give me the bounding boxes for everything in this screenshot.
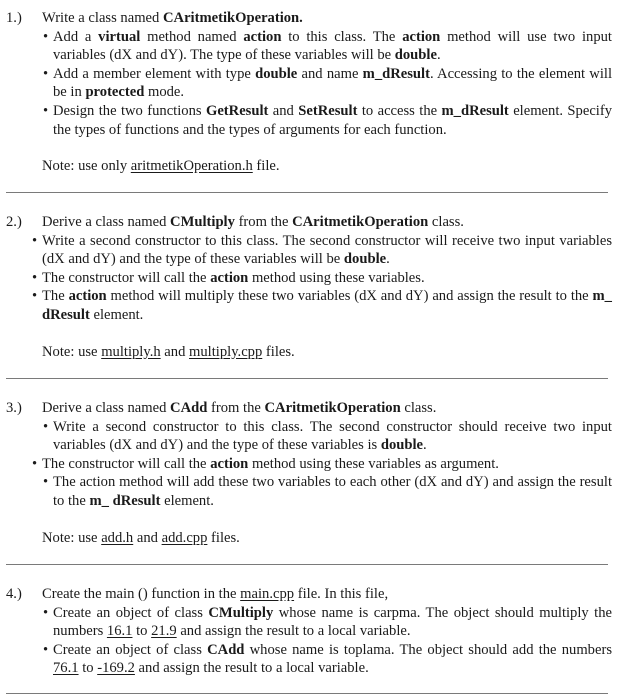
- file-link: main.cpp: [240, 586, 295, 602]
- bullet-item: • The constructor will call the action method using these variables.: [31, 269, 612, 288]
- file-link: add.h: [101, 529, 134, 546]
- bullet-item: • Add a virtual method named action to this class. The action method will use two input variables (dX and dY). The type of these variables will be double.: [42, 28, 612, 65]
- task-lead: Write a class named CAritmetikOperation.: [42, 10, 303, 26]
- section-divider: [6, 378, 608, 379]
- bullet-item: • Add a member element with type double and name m_dResult. Accessing to the element will be in protected mode.: [42, 65, 612, 102]
- task-body: [42, 399, 612, 547]
- number-value: 16.1: [106, 623, 133, 640]
- task-lead: Derive a class named CMultiply from the CAritmetikOperation class.: [42, 214, 464, 230]
- task-bullets: [42, 28, 612, 140]
- task-bullets: [42, 232, 612, 325]
- task-body: [42, 9, 612, 176]
- task-note: Note: use add.h and add.cpp files.: [42, 529, 240, 546]
- task-bullets: [42, 604, 612, 678]
- task-number: 3.): [6, 400, 22, 416]
- bullet-item: • The constructor will call the action method using these variables as argument.: [31, 455, 612, 474]
- task-bullets: [42, 418, 612, 511]
- task-number: 2.): [6, 214, 22, 230]
- task-note: Note: use multiply.h and multiply.cpp files.: [42, 343, 295, 360]
- section-divider: [6, 564, 608, 565]
- bullet-item: • Create an object of class CAdd whose name is toplama. The object should add the numbers 76.1 to -169.2 and assign the result to a local variable.: [42, 641, 612, 678]
- section-divider: [6, 192, 608, 193]
- bullet-item: • Write a second constructor to this class. The second constructor should receive two input variables (dX and dY) and the type of these variables is double.: [42, 418, 612, 455]
- section-divider: [6, 693, 608, 694]
- bullet-item: • The action method will add these two variables to each other (dX and dY) and assign the result to the m_ dResult element.: [42, 473, 612, 510]
- number-value: 76.1: [53, 660, 79, 677]
- number-value: 21.9: [151, 623, 177, 640]
- task-body: [42, 213, 612, 361]
- task-lead: Create the main () function in the main.cpp file. In this file,: [42, 586, 389, 602]
- number-value: -169.2: [97, 660, 135, 677]
- bullet-item: • The action method will multiply these two variables (dX and dY) and assign the result to the m_ dResult element.: [31, 287, 612, 324]
- task-number: 4.): [6, 586, 22, 602]
- bullet-item: • Create an object of class CMultiply whose name is carpma. The object should multiply the numbers 16.1 to 21.9 and assign the result to a local variable.: [42, 604, 612, 641]
- file-link: aritmetikOperation.h: [130, 158, 253, 175]
- file-link: multiply.h: [101, 343, 161, 360]
- bullet-item: • Write a second constructor to this class. The second constructor will receive two input variables (dX and dY) and the type of these variables will be double.: [31, 232, 612, 269]
- file-link: multiply.cpp: [189, 343, 263, 360]
- task-number: 1.): [6, 10, 22, 26]
- file-link: add.cpp: [161, 529, 208, 546]
- task-note: Note: use only aritmetikOperation.h file.: [42, 158, 280, 175]
- task-body: [42, 585, 612, 678]
- task-lead: Derive a class named CAdd from the CAritmetikOperation class.: [42, 400, 437, 416]
- bullet-item: • Design the two functions GetResult and SetResult to access the m_dResult element. Specify the types of functions and the types of arguments for each function.: [42, 102, 612, 139]
